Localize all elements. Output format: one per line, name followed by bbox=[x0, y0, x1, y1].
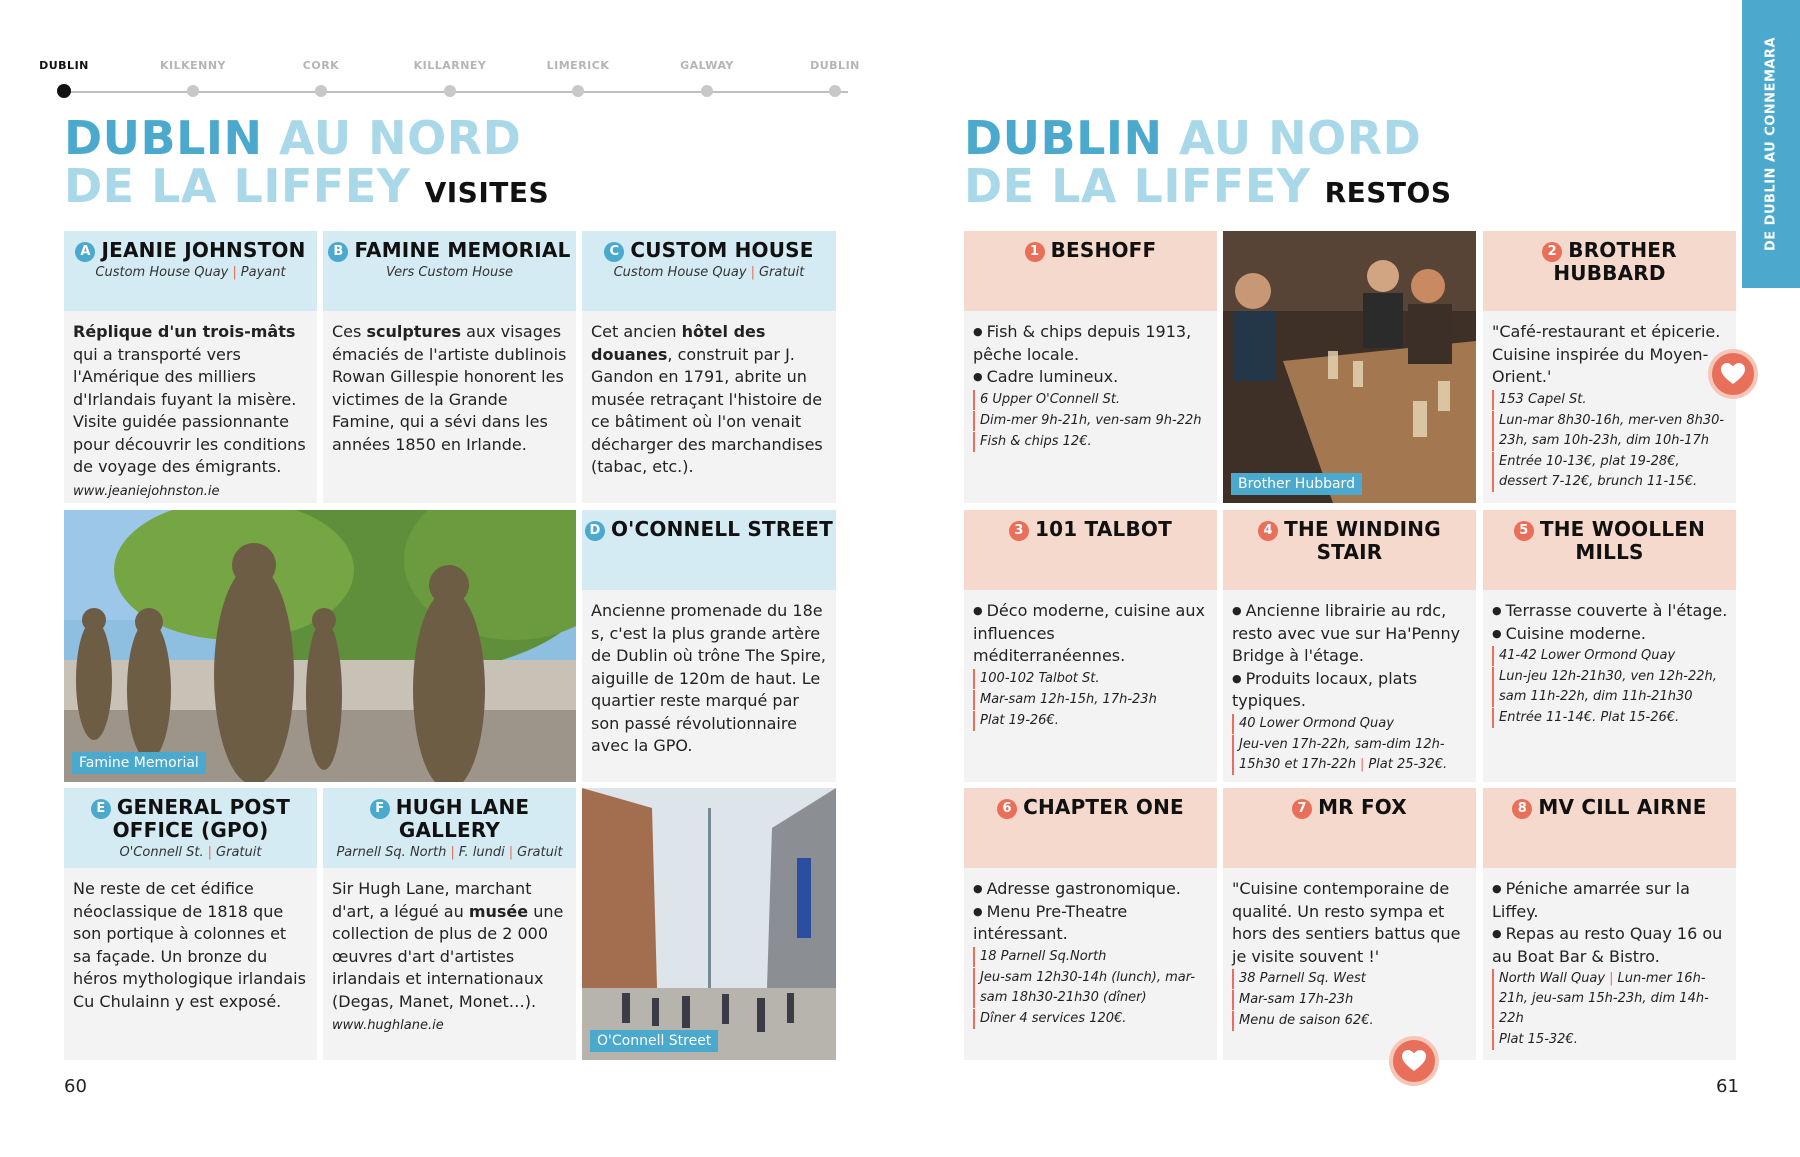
timeline-dot bbox=[57, 84, 71, 98]
timeline-dot bbox=[315, 85, 327, 97]
address: North Wall Quay | Lun-mer 16h-21h, jeu-sam 15h-23h, dim 14h-22h bbox=[1492, 969, 1728, 1029]
card-description: ● Déco moderne, cuisine aux influences méditerranéennes. 100-102 Talbot St. Mar-sam 12h-15h, 17h-23h Plat 19-26€. bbox=[973, 600, 1209, 731]
price: Fish & chips 12€. bbox=[973, 432, 1209, 452]
price: Entrée 10-13€, plat 19-28€, dessert 7-12€, brunch 11-15€. bbox=[1492, 452, 1728, 492]
marker-number: 8 bbox=[1512, 799, 1532, 819]
price: Entrée 11-14€. Plat 15-26€. bbox=[1492, 708, 1728, 728]
visit-card-custom-house bbox=[582, 231, 836, 503]
price: Dîner 4 services 120€. bbox=[973, 1009, 1209, 1029]
card-header bbox=[582, 510, 836, 590]
card-description: Réplique d'un trois-mâts qui a transporté vers l'Amérique des milliers d'Irlandais fuyant la misère. Visite guidée passionnante pour découvrir les conditions de voyage des émigrants. www.jeaniejohnston.ie bbox=[73, 321, 309, 503]
card-header: E GENERAL POST OFFICE (GPO) O'Connell St. | Gratuit bbox=[64, 788, 317, 868]
card-header bbox=[1483, 510, 1736, 590]
opening-hours: Jeu-sam 12h30-14h (lunch), mar-sam 18h30-21h30 (dîner) bbox=[973, 968, 1209, 1008]
price: Plat 15-32€. bbox=[1492, 1030, 1728, 1050]
card-description: Cet ancien hôtel des douanes, construit par J. Gandon en 1791, abrite un musée retraçant l'histoire de ce bâtiment où l'on venait décharger des marchandises (tabac, etc.). bbox=[591, 322, 823, 476]
marker-number: 2 bbox=[1542, 242, 1562, 262]
card-title: MR FOX bbox=[1318, 795, 1407, 819]
address: 100-102 Talbot St. bbox=[973, 669, 1209, 689]
marker-number: 5 bbox=[1514, 521, 1534, 541]
address: 40 Lower Ormond Quay bbox=[1232, 714, 1468, 734]
timeline-stop-dublin: DUBLIN bbox=[4, 56, 124, 98]
card-header: F HUGH LANE GALLERY Parnell Sq. North | F. lundi | Gratuit bbox=[323, 788, 576, 868]
timeline-dot bbox=[444, 85, 456, 97]
address: 18 Parnell Sq.North bbox=[973, 947, 1209, 967]
timeline-stop-kilkenny: KILKENNY bbox=[133, 56, 253, 97]
marker-letter: B bbox=[328, 242, 348, 262]
card-description: "Cuisine contemporaine de qualité. Un resto sympa et hors des sentiers battus que je visite souvent !' 38 Parnell Sq. West Mar-sam 17h-23h Menu de saison 62€. bbox=[1232, 878, 1468, 1031]
timeline-dot bbox=[187, 85, 199, 97]
card-header: A JEANIE JOHNSTON Custom House Quay | Payant bbox=[64, 231, 317, 311]
left-page-title: DUBLIN AU NORD DE LA LIFFEY VISITES bbox=[64, 111, 550, 213]
opening-hours: Lun-mar 8h30-16h, mer-ven 8h30-23h, sam 10h-23h, dim 10h-17h bbox=[1492, 411, 1728, 451]
card-title: THE WINDING STAIR bbox=[1284, 517, 1441, 564]
price: Menu de saison 62€. bbox=[1232, 1011, 1468, 1031]
visit-card-jeanie-johnston bbox=[64, 231, 317, 503]
visit-card-hugh-lane bbox=[323, 788, 576, 1060]
opening-hours: Mar-sam 17h-23h bbox=[1232, 990, 1468, 1010]
timeline-stop-dublin-end: DUBLIN bbox=[775, 56, 895, 97]
address: 153 Capel St. bbox=[1492, 390, 1728, 410]
card-description: Ces sculptures aux visages émaciés de l'artiste dublinois Rowan Gillespie honorent les victimes de la Grande Famine, qui a sévi dans les années 1850 en Irlande. bbox=[332, 322, 567, 454]
website-link[interactable]: www.jeaniejohnston.ie bbox=[73, 483, 220, 499]
card-title: O'CONNELL STREET bbox=[610, 517, 833, 541]
card-header bbox=[964, 510, 1217, 590]
opening-hours: Jeu-ven 17h-22h, sam-dim 12h-15h30 et 17h-22h | Plat 25-32€. bbox=[1232, 735, 1468, 775]
card-header: C CUSTOM HOUSE Custom House Quay | Gratuit bbox=[582, 231, 836, 311]
marker-number: 6 bbox=[997, 799, 1017, 819]
resto-card-woollen-mills bbox=[1483, 510, 1736, 782]
card-header bbox=[964, 788, 1217, 868]
card-description: Ancienne promenade du 18e s, c'est la plus grande artère de Dublin où trône The Spire, aiguille de 120m de haut. Le quartier reste marqué par son passé révolutionnaire avec la GPO. bbox=[591, 601, 826, 755]
card-description: Sir Hugh Lane, marchant d'art, a légué au musée une collection de plus de 2 000 œuvres d'art d'artistes irlandais et internationaux (Degas, Manet, Monet…). www.hughlane.ie bbox=[332, 878, 568, 1038]
visit-card-famine-memorial bbox=[323, 231, 576, 503]
opening-hours: Dim-mer 9h-21h, ven-sam 9h-22h bbox=[973, 411, 1209, 431]
marker-letter: C bbox=[604, 242, 624, 262]
card-description: ● Péniche amarrée sur la Liffey. ● Repas au resto Quay 16 ou au Boat Bar & Bistro. North Wall Quay | Lun-mer 16h-21h, jeu-sam 15h-23h, dim 14h-22h Plat 15-32€. bbox=[1492, 878, 1728, 1050]
resto-card-brother-hubbard bbox=[1483, 231, 1736, 503]
card-title: FAMINE MEMORIAL bbox=[354, 238, 571, 262]
favorite-heart-icon[interactable] bbox=[1389, 1036, 1439, 1086]
resto-card-chapter-one bbox=[964, 788, 1217, 1060]
page-number-right: 61 bbox=[1716, 1076, 1739, 1097]
website-link[interactable]: www.hughlane.ie bbox=[332, 1018, 444, 1033]
card-header bbox=[964, 231, 1217, 311]
card-title: BROTHER HUBBARD bbox=[1553, 238, 1677, 285]
price: Plat 19-26€. bbox=[973, 711, 1209, 731]
address: 6 Upper O'Connell St. bbox=[973, 390, 1209, 410]
card-title: JEANIE JOHNSTON bbox=[101, 238, 306, 262]
marker-number: 4 bbox=[1258, 521, 1278, 541]
visit-card-oconnell-street bbox=[582, 510, 836, 782]
opening-hours: Lun-jeu 12h-21h30, ven 12h-22h, sam 11h-22h, dim 11h-21h30 bbox=[1492, 667, 1728, 707]
marker-letter: D bbox=[585, 521, 605, 541]
photo-caption: O'Connell Street bbox=[590, 1030, 718, 1052]
itinerary-timeline bbox=[40, 56, 860, 106]
card-header bbox=[1223, 788, 1476, 868]
card-description: ● Adresse gastronomique. ● Menu Pre-Theatre intéressant. 18 Parnell Sq.North Jeu-sam 12h30-14h (lunch), mar-sam 18h30-21h30 (dîner) Dîner 4 services 120€. bbox=[973, 878, 1209, 1029]
timeline-stop-killarney: KILLARNEY bbox=[390, 56, 510, 97]
resto-card-winding-stair bbox=[1223, 510, 1476, 782]
resto-card-101-talbot bbox=[964, 510, 1217, 782]
timeline-stop-limerick: LIMERICK bbox=[518, 56, 638, 97]
card-header: B FAMINE MEMORIAL Vers Custom House bbox=[323, 231, 576, 311]
famine-memorial-photo bbox=[64, 510, 576, 782]
resto-card-mv-cill-airne bbox=[1483, 788, 1736, 1060]
opening-hours: Mar-sam 12h-15h, 17h-23h bbox=[973, 690, 1209, 710]
marker-letter: A bbox=[75, 242, 95, 262]
card-description: ● Ancienne librairie au rdc, resto avec vue sur Ha'Penny Bridge à l'étage. ● Produits locaux, plats typiques. 40 Lower Ormond Quay Jeu-ven 17h-22h, sam-dim 12h-15h30 et 17h-22h | Plat 25-32€. bbox=[1232, 600, 1468, 775]
timeline-dot bbox=[572, 85, 584, 97]
card-title: HUGH LANE GALLERY bbox=[395, 795, 530, 842]
chapter-side-tab: DE DUBLIN AU CONNEMARA bbox=[1742, 0, 1800, 288]
card-description: ● Terrasse couverte à l'étage. ● Cuisine moderne. 41-42 Lower Ormond Quay Lun-jeu 12h-21h30, ven 12h-22h, sam 11h-22h, dim 11h-21h30 Entrée 11-14€. Plat 15-26€. bbox=[1492, 600, 1728, 728]
card-title: GENERAL POST OFFICE (GPO) bbox=[112, 795, 291, 842]
favorite-heart-icon[interactable] bbox=[1708, 349, 1758, 399]
right-page-title: DUBLIN AU NORD DE LA LIFFEY RESTOS bbox=[964, 111, 1452, 213]
oconnell-street-photo bbox=[582, 788, 836, 1060]
resto-card-mr-fox bbox=[1223, 788, 1476, 1060]
timeline-stop-galway: GALWAY bbox=[647, 56, 767, 97]
card-title: 101 TALBOT bbox=[1035, 517, 1172, 541]
card-header bbox=[1483, 788, 1736, 868]
card-title: MV CILL AIRNE bbox=[1538, 795, 1707, 819]
card-description: "Café-restaurant et épicerie. Cuisine inspirée du Moyen-Orient.' 153 Capel St. Lun-mar 8h30-16h, mer-ven 8h30-23h, sam 10h-23h, dim 10h-17h Entrée 10-13€, plat 19-28€, dessert 7-12€, brunch 11-15€. bbox=[1492, 321, 1728, 492]
marker-letter: E bbox=[91, 799, 111, 819]
brother-hubbard-photo bbox=[1223, 231, 1476, 503]
resto-card-beshoff bbox=[964, 231, 1217, 503]
visit-card-gpo bbox=[64, 788, 317, 1060]
marker-number: 3 bbox=[1009, 521, 1029, 541]
address: 41-42 Lower Ormond Quay bbox=[1492, 646, 1728, 666]
card-title: THE WOOLLEN MILLS bbox=[1539, 517, 1706, 564]
card-title: BESHOFF bbox=[1050, 238, 1157, 262]
photo-caption: Famine Memorial bbox=[72, 752, 206, 774]
address: 38 Parnell Sq. West bbox=[1232, 969, 1468, 989]
card-description: ● Fish & chips depuis 1913, pêche locale. ● Cadre lumineux. 6 Upper O'Connell St. Dim-mer 9h-21h, ven-sam 9h-22h Fish & chips 12€. bbox=[973, 321, 1209, 452]
timeline-dot bbox=[829, 85, 841, 97]
marker-number: 1 bbox=[1025, 242, 1045, 262]
card-title: CUSTOM HOUSE bbox=[630, 238, 814, 262]
timeline-dot bbox=[701, 85, 713, 97]
timeline-stop-cork: CORK bbox=[261, 56, 381, 97]
card-header bbox=[1223, 510, 1476, 590]
marker-letter: F bbox=[370, 799, 390, 819]
card-description: Ne reste de cet édifice néoclassique de 1818 que son portique à colonnes et sa façade. Un bronze du héros mythologique irlandais Cu Chulainn y est exposé. bbox=[73, 879, 306, 1011]
card-header bbox=[1483, 231, 1736, 311]
page-number-left: 60 bbox=[64, 1076, 87, 1097]
photo-caption: Brother Hubbard bbox=[1231, 473, 1362, 495]
marker-number: 7 bbox=[1292, 799, 1312, 819]
card-title: CHAPTER ONE bbox=[1023, 795, 1184, 819]
